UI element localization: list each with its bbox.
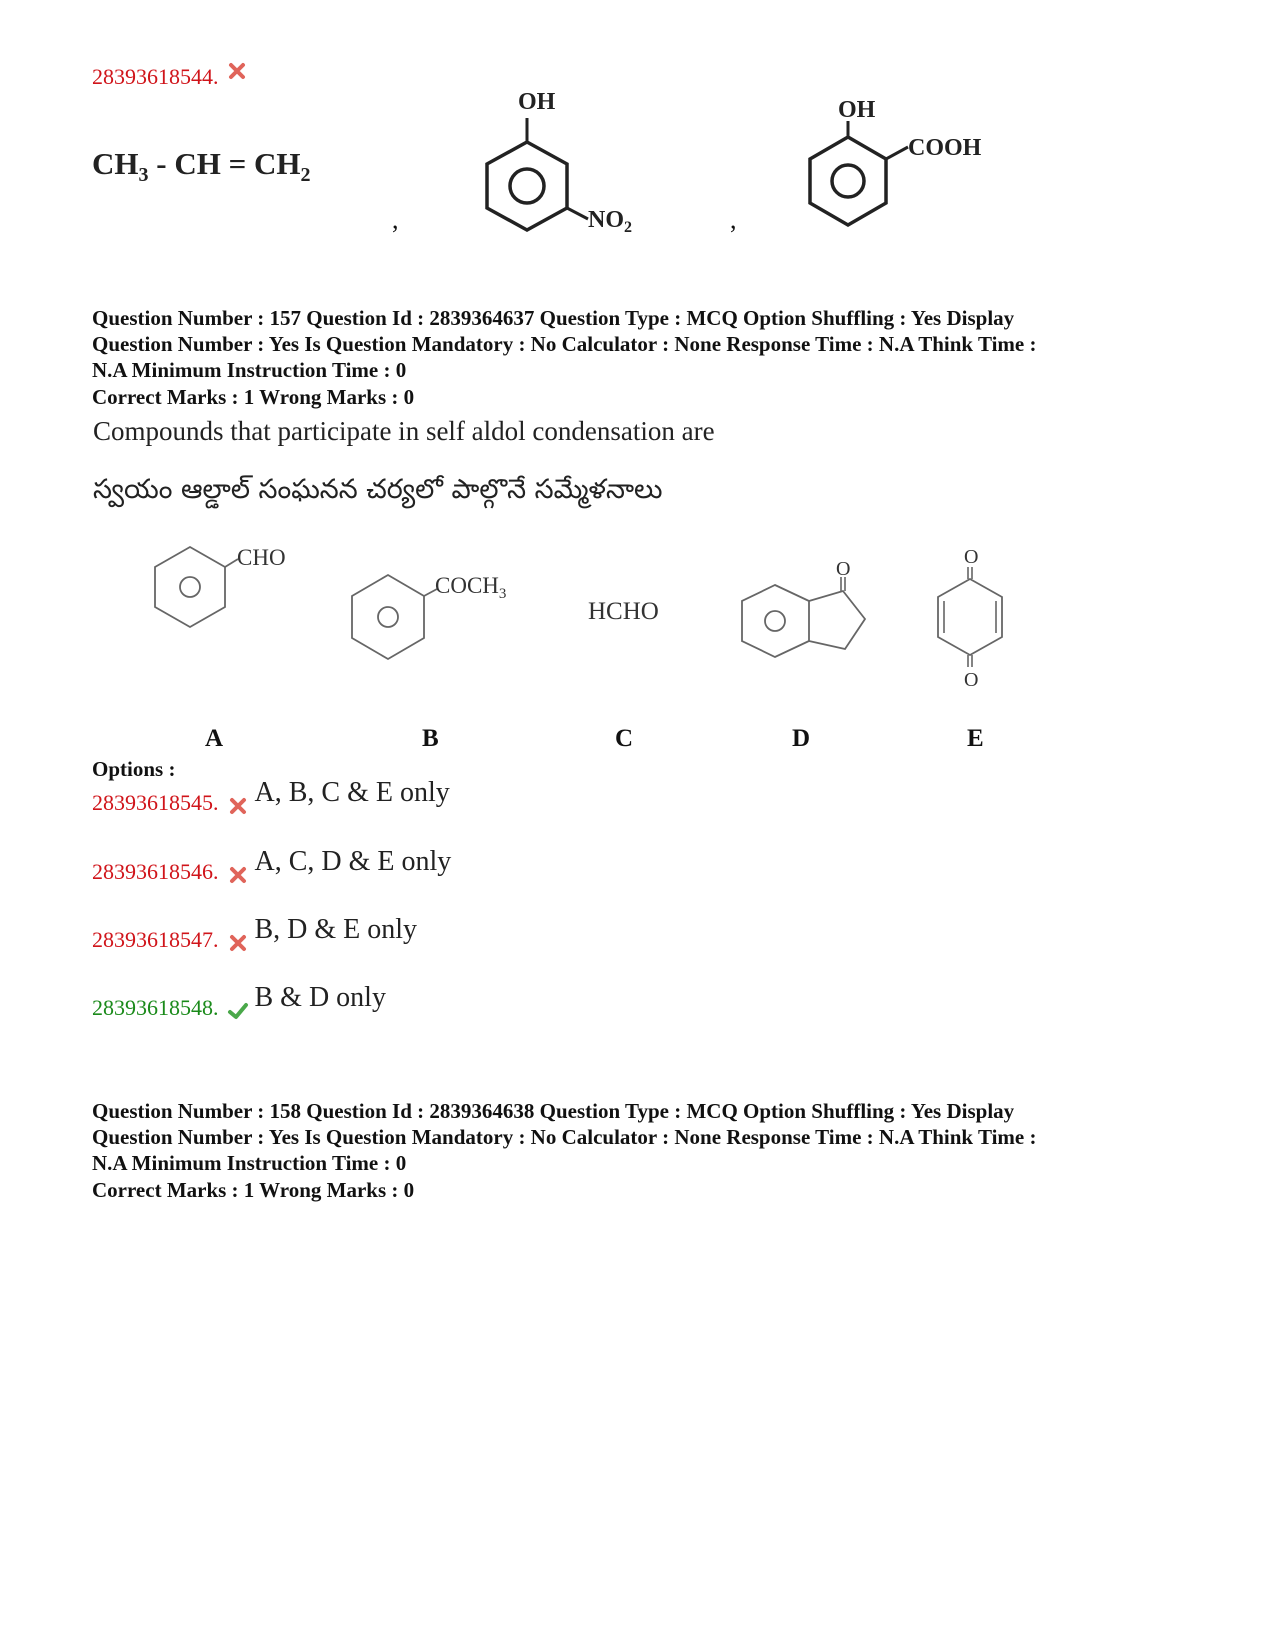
option-text: A, B, C & E only bbox=[254, 777, 450, 808]
compound-b-coch3: $COCH_3$ bbox=[435, 573, 507, 602]
compound-label-c: C bbox=[615, 725, 634, 752]
q158-meta: Question Number : 158 Question Id : 2839364638 Question Type : MCQ Option Shuffling : Yes Display Question Number : Yes Is Question Mandatory : No Calculator : None Response Time : N.A Think Time : N.A Minimum Instruction Time : 0 bbox=[92, 1099, 1037, 1175]
nitrophenol-oh: OH bbox=[518, 89, 556, 115]
option-row-correct[interactable] bbox=[92, 982, 386, 1023]
separator-comma: , bbox=[730, 205, 737, 234]
compound-b-acetophenone bbox=[335, 565, 535, 675]
q157-meta: Question Number : 157 Question Id : 2839364637 Question Type : MCQ Option Shuffling : Yes Display Question Number : Yes Is Question Mandatory : No Calculator : None Response Time : N.A Think Time : N.A Minimum Instruction Time : 0 bbox=[92, 306, 1037, 382]
propene-formula: $CH_3$ - CH = $CH_2$ bbox=[92, 146, 311, 187]
compound-a-benzaldehyde bbox=[140, 535, 320, 645]
compound-e-oxygen-top: O bbox=[964, 546, 979, 568]
salicylic-cooh: COOH bbox=[908, 135, 982, 161]
option-text: B, D & E only bbox=[254, 914, 418, 945]
compound-d-oxygen: O bbox=[836, 558, 851, 580]
option-id: 28393618548. bbox=[92, 995, 219, 1020]
compound-e-benzoquinone bbox=[930, 545, 1010, 690]
compound-label-a: A bbox=[205, 725, 224, 752]
q157-text-en: Compounds that participate in self aldol condensation are bbox=[93, 416, 715, 446]
salicylic-oh: OH bbox=[838, 97, 876, 123]
compound-c-hcho: HCHO bbox=[588, 598, 659, 625]
q157-text-te: స్వయం ఆల్డాల్ సంఘనన చర్యలో పాల్గొనే సమ్మేళనాలు bbox=[93, 474, 663, 505]
salicylic-acid-structure bbox=[800, 95, 1000, 240]
check-icon bbox=[227, 1002, 249, 1020]
q158-marks: Correct Marks : 1 Wrong Marks : 0 bbox=[92, 1178, 415, 1202]
option-id: 28393618546. bbox=[92, 859, 219, 884]
option-row[interactable] bbox=[92, 914, 418, 955]
cross-icon bbox=[229, 797, 247, 815]
option-row[interactable] bbox=[92, 846, 452, 887]
cross-icon bbox=[229, 866, 247, 884]
compound-e-oxygen-bottom: O bbox=[964, 669, 979, 690]
option-text: A, C, D & E only bbox=[254, 846, 452, 877]
separator-comma: , bbox=[392, 205, 399, 234]
compound-a-cho: CHO bbox=[237, 545, 286, 570]
option-text: B & D only bbox=[254, 982, 386, 1013]
compound-label-e: E bbox=[967, 725, 984, 752]
nitrophenol-structure bbox=[470, 82, 670, 252]
option-id: 28393618547. bbox=[92, 927, 219, 952]
prev-option-id: 28393618544. bbox=[92, 62, 246, 90]
option-row[interactable] bbox=[92, 777, 450, 818]
q157-marks: Correct Marks : 1 Wrong Marks : 0 bbox=[92, 385, 415, 409]
compound-d-indanone bbox=[735, 555, 885, 665]
compound-label-d: D bbox=[792, 725, 811, 752]
cross-icon bbox=[228, 62, 246, 80]
compound-label-b: B bbox=[422, 725, 439, 752]
option-id: 28393618545. bbox=[92, 790, 219, 815]
cross-icon bbox=[229, 934, 247, 952]
options-label: Options : bbox=[92, 757, 176, 781]
nitrophenol-no2: $NO_2$ bbox=[588, 207, 632, 236]
